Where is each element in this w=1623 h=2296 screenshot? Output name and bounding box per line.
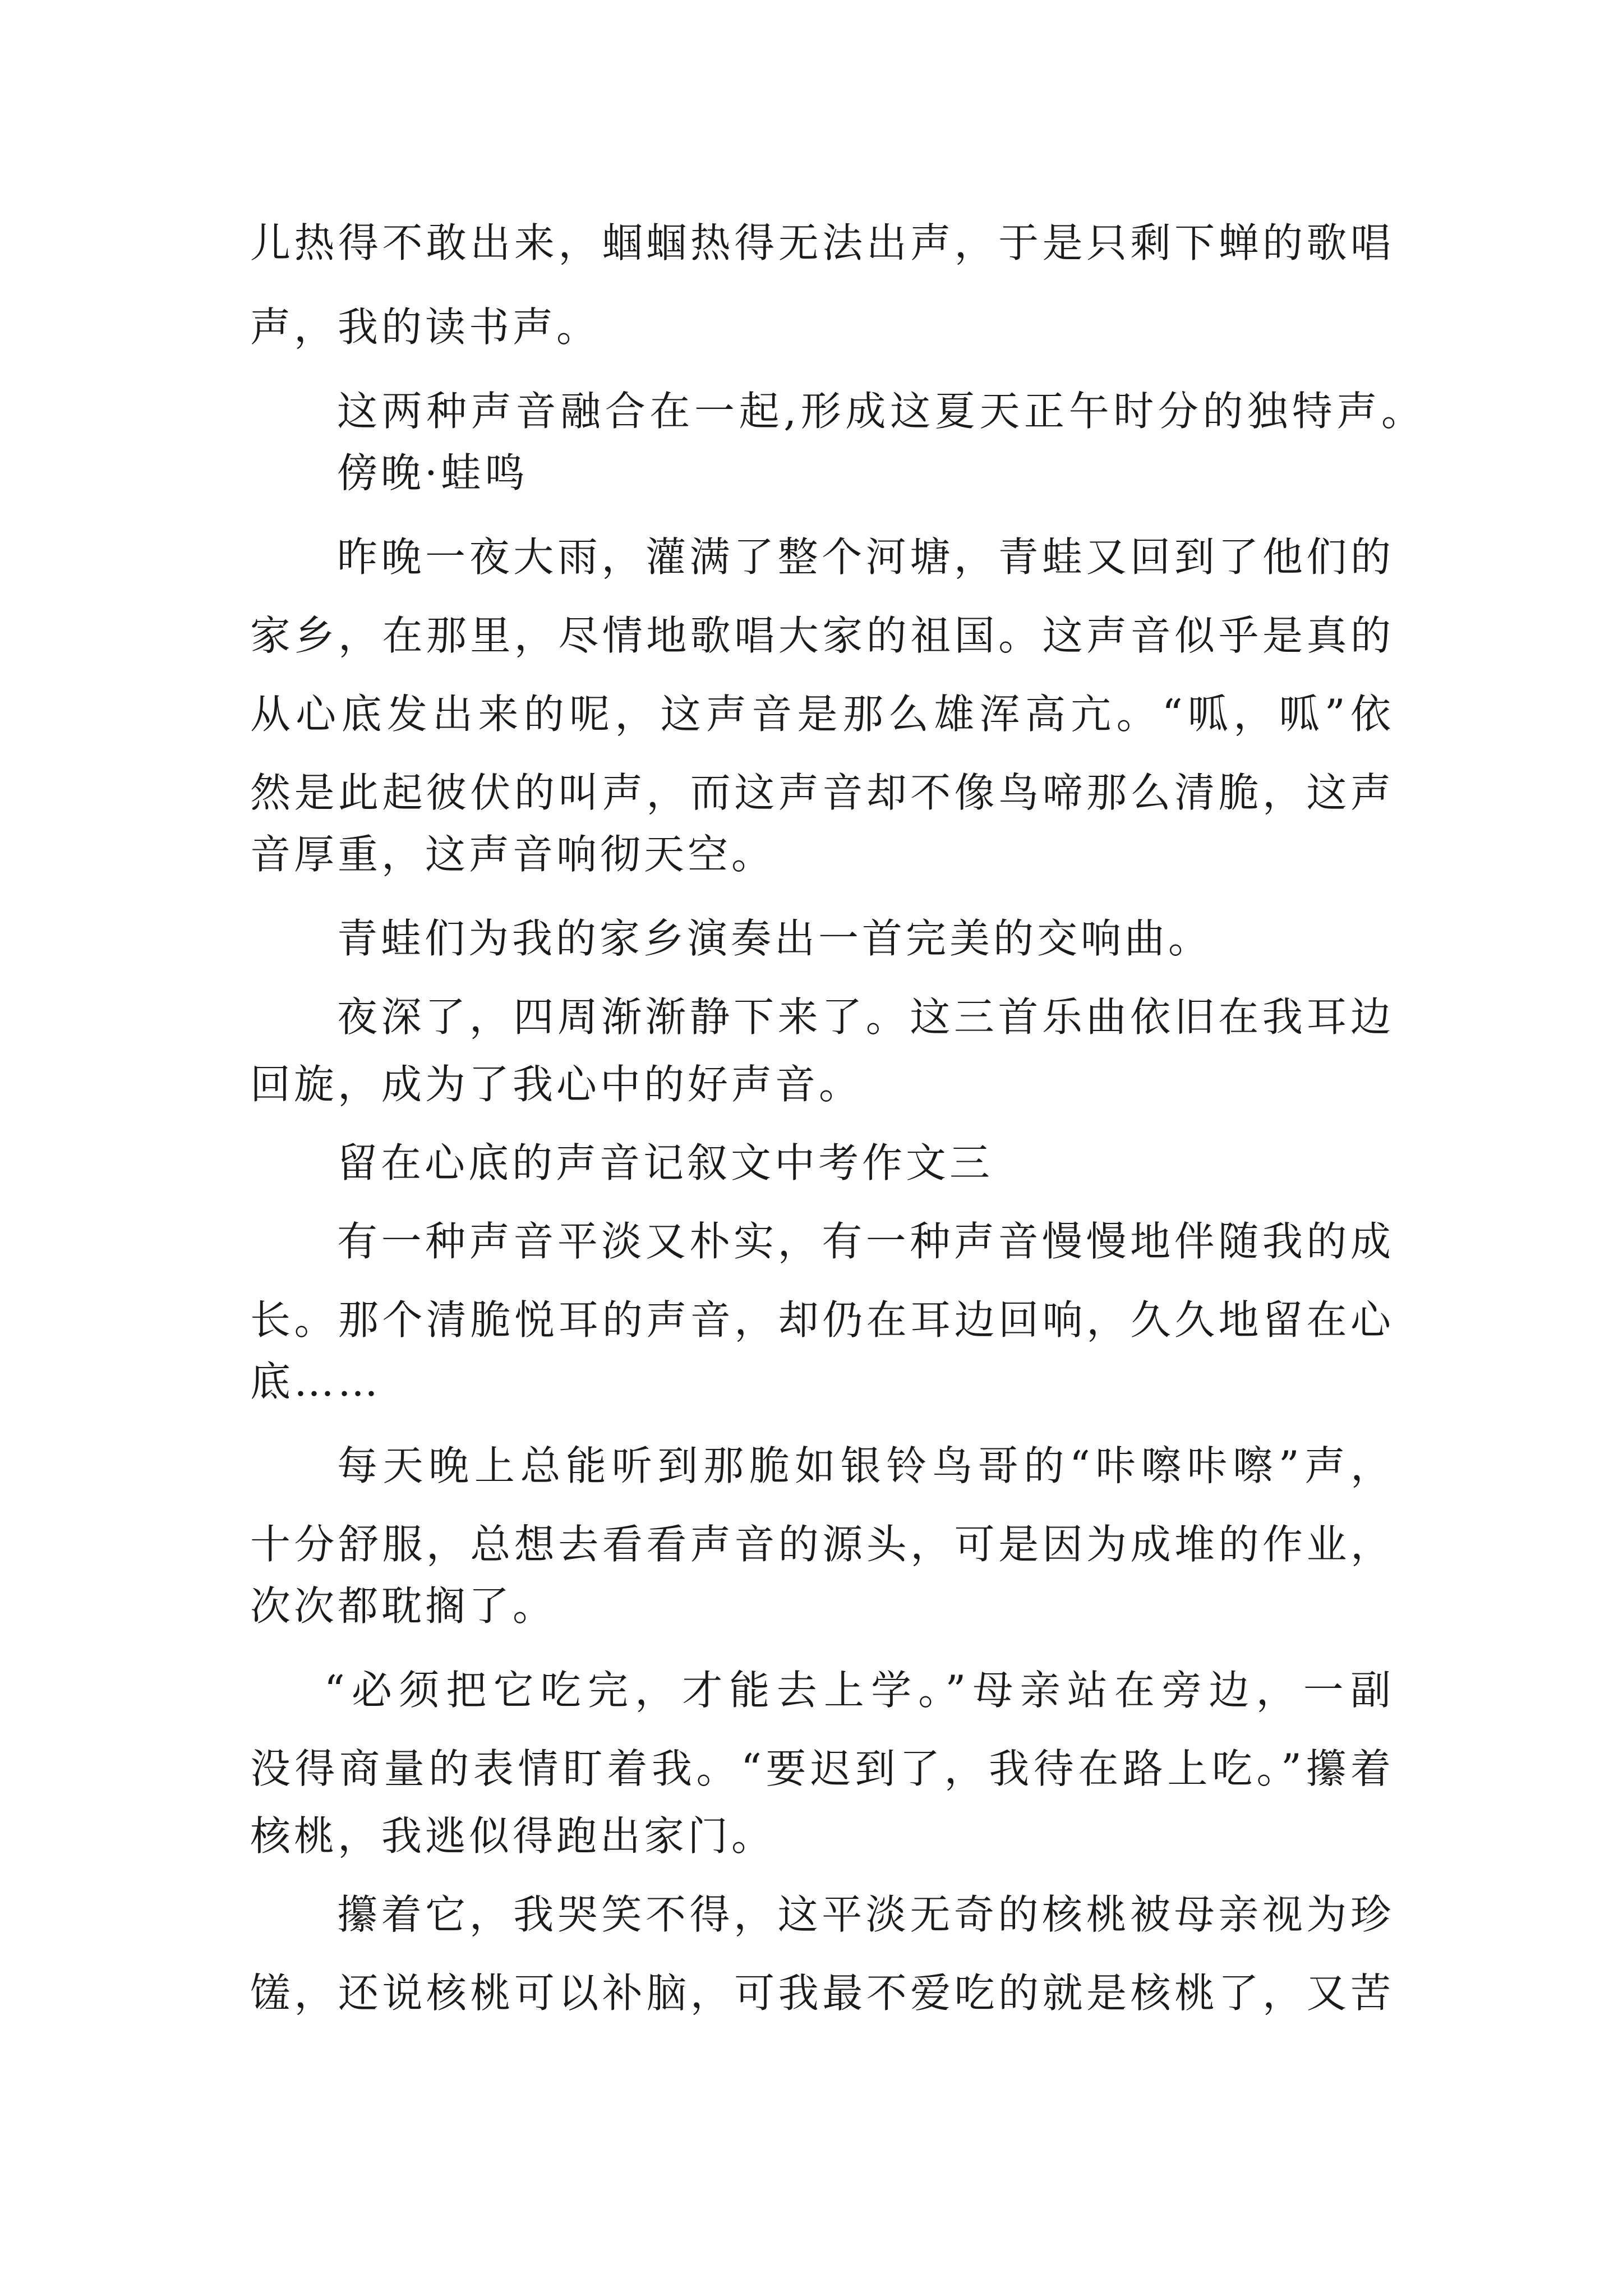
text-line: 从心底发出来的呢，这声音是那么雄浑高亢。“呱，呱”依 <box>250 691 1394 738</box>
article-title: 留在心底的声音记叙文中考作文三 <box>337 1139 994 1186</box>
text-line: 昨晚一夜大雨，灌满了整个河塘，青蛙又回到了他们的 <box>337 533 1394 581</box>
text-line: 馐，还说核桃可以补脑，可我最不爱吃的就是核桃了，又苦 <box>250 1970 1394 2017</box>
text-line: 次次都耽搁了。 <box>250 1582 557 1630</box>
text-line: 这两种声音融合在一起,形成这夏天正午时分的独特声。 <box>337 388 1425 435</box>
text-line: 声，我的读书声。 <box>250 303 601 351</box>
text-line: 家乡，在那里，尽情地歌唱大家的祖国。这声音似乎是真的 <box>250 612 1394 659</box>
text-line: 十分舒服，总想去看看声音的源头，可是因为成堆的作业， <box>250 1521 1394 1568</box>
text-line: 核桃，我逃似得跑出家门。 <box>250 1812 776 1860</box>
text-line: 儿热得不敢出来，蝈蝈热得无法出声，于是只剩下蝉的歌唱 <box>250 219 1394 266</box>
text-line: 没得商量的表情盯着我。“要迟到了，我待在路上吃。”攥着 <box>250 1745 1394 1792</box>
text-line: 有一种声音平淡又朴实，有一种声音慢慢地伴随我的成 <box>337 1218 1394 1265</box>
section-heading: 傍晚·蛙鸣 <box>337 449 528 496</box>
text-line: 底…… <box>250 1358 382 1405</box>
text-line: 每天晚上总能听到那脆如银铃鸟哥的“咔嚓咔嚓”声， <box>337 1442 1394 1489</box>
text-line: 长。那个清脆悦耳的声音，却仍在耳边回响，久久地留在心 <box>250 1296 1394 1343</box>
text-line: 夜深了，四周渐渐静下来了。这三首乐曲依旧在我耳边 <box>337 993 1394 1041</box>
text-line: “必须把它吃完，才能去上学。”母亲站在旁边，一副 <box>324 1667 1394 1714</box>
text-line: 攥着它，我哭笑不得，这平淡无奇的核桃被母亲视为珍 <box>337 1891 1394 1938</box>
text-line: 然是此起彼伏的叫声，而这声音却不像鸟啼那么清脆，这声 <box>250 769 1394 816</box>
text-line: 青蛙们为我的家乡演奏出一首完美的交响曲。 <box>337 915 1212 962</box>
text-line: 音厚重，这声音响彻天空。 <box>250 831 776 878</box>
text-line: 回旋，成为了我心中的好声音。 <box>250 1061 863 1108</box>
